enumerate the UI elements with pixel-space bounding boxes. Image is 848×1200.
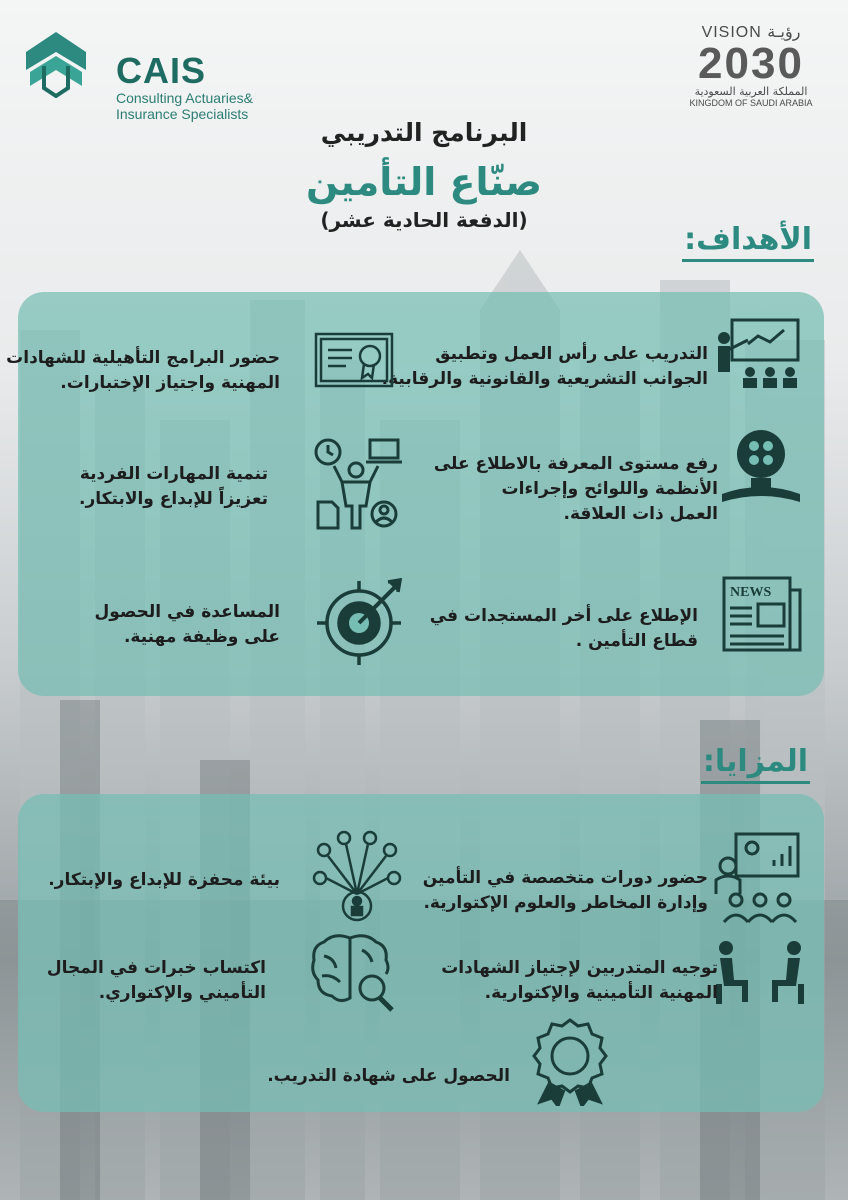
benefit-line: حضور دورات متخصصة في التأمين <box>422 868 708 888</box>
benefit-item-certificate <box>267 1064 510 1089</box>
cais-logo-name: CAIS <box>116 50 207 91</box>
goal-item-news <box>430 604 698 654</box>
knowledge-bulb-icon <box>718 424 804 510</box>
goal-line: على وظيفة مهنية. <box>123 627 280 647</box>
goal-line: الأنظمة واللوائح وإجراءات <box>501 479 718 499</box>
target-icon <box>314 576 404 666</box>
goal-item-knowledge <box>434 452 718 527</box>
vision-country-english: KINGDOM OF SAUDI ARABIA <box>689 98 813 108</box>
goal-line: الجوانب التشريعية والقانونية والرقابية. <box>381 369 708 389</box>
benefits-heading: المزايا: <box>701 744 810 784</box>
benefit-line: اكتساب خبرات في المجال <box>46 958 266 978</box>
vision-year: 2030 <box>698 39 804 88</box>
cais-logo <box>20 26 260 122</box>
skills-icon <box>312 436 402 532</box>
goal-line: العمل ذات العلاقة. <box>563 504 718 524</box>
program-batch: (الدفعة الحادية عشر) <box>320 208 528 232</box>
cais-subtitle-line2: Insurance Specialists <box>116 106 249 122</box>
vision-country-arabic: المملكة العربية السعودية <box>694 85 808 98</box>
goals-heading: الأهداف: <box>682 222 814 262</box>
program-name: صنّاع التأمين <box>306 160 542 204</box>
program-title: البرنامج التدريبي <box>320 118 528 147</box>
goal-line: قطاع التأمين . <box>575 631 698 651</box>
goal-item-skills <box>79 462 268 512</box>
vision-label: VISION رؤيـة <box>701 24 801 41</box>
benefit-line: التأميني والإكتواري. <box>98 983 266 1003</box>
goal-line: رفع مستوى المعرفة بالاطلاع على <box>433 454 718 474</box>
certificate-icon <box>314 332 394 390</box>
goal-line: الإطلاع على أخر المستجدات في <box>429 606 698 626</box>
presentation-icon <box>714 318 802 390</box>
benefit-line: بيئة محفزة للإبداع والإبتكار. <box>48 870 280 890</box>
benefit-item-courses <box>423 866 708 916</box>
goal-line: حضور البرامج التأهيلية للشهادات <box>6 348 280 368</box>
newspaper-icon <box>722 574 804 656</box>
benefit-line: وإدارة المخاطر والعلوم الإكتوارية. <box>423 893 708 913</box>
goal-line: التدريب على رأس العمل وتطبيق <box>435 344 708 364</box>
goal-item-job <box>94 600 280 650</box>
cais-subtitle-line1: Consulting Actuaries& <box>116 90 253 106</box>
benefit-line: المهنية التأمينية والإكتوارية. <box>484 983 718 1003</box>
benefit-item-guidance <box>441 956 718 1006</box>
svg-text:NEWS: NEWS <box>730 585 772 600</box>
vision-2030-logo <box>676 22 826 122</box>
cais-logo-mark-icon <box>20 26 92 98</box>
goal-item-certificates <box>6 346 280 396</box>
goal-line: المساعدة في الحصول <box>94 602 280 622</box>
goal-line: تعزيزاً للإبداع والابتكار. <box>78 489 268 509</box>
benefit-line: توجيه المتدربين لإجتياز الشهادات <box>441 958 718 978</box>
benefit-item-experience <box>47 956 266 1006</box>
innovation-gears-icon <box>310 830 404 924</box>
training-audience-icon <box>714 832 802 924</box>
mentoring-icon <box>714 940 806 1004</box>
goal-line: تنمية المهارات الفردية <box>79 464 268 484</box>
award-ribbon-icon <box>530 1018 610 1106</box>
benefit-item-environment <box>48 868 280 893</box>
brain-search-icon <box>310 932 396 1014</box>
goal-line: المهنية واجتياز الإختبارات. <box>60 373 280 393</box>
benefit-line: الحصول على شهادة التدريب. <box>267 1066 510 1086</box>
goal-item-training <box>382 342 708 392</box>
